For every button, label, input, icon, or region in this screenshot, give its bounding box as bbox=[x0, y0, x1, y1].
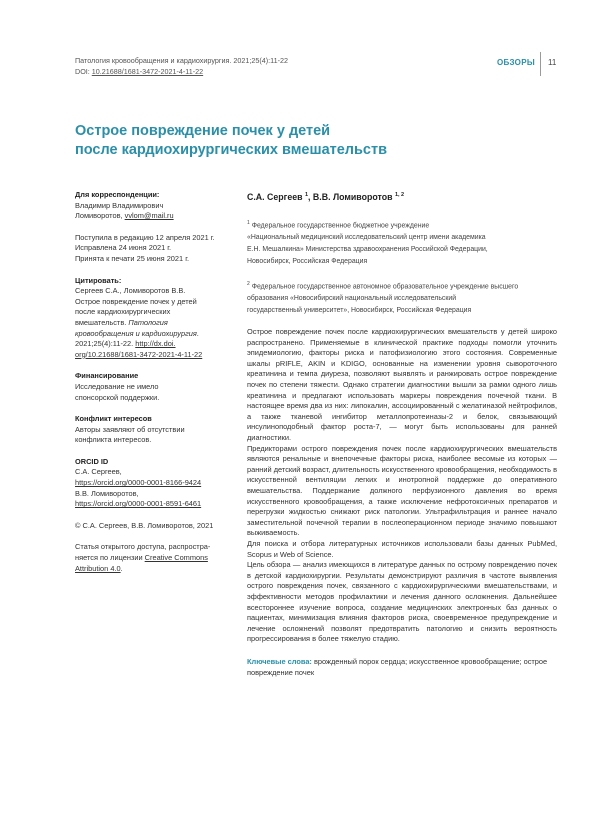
correspondence-block bbox=[75, 190, 235, 222]
doi-link[interactable]: 10.21688/1681-3472-2021-4-11-22 bbox=[91, 67, 204, 76]
keywords bbox=[247, 657, 557, 678]
orcid-link-1[interactable]: https://orcid.org/0000-0001-8166-9424 bbox=[75, 478, 202, 488]
cite-heading: Цитировать: bbox=[75, 275, 122, 285]
cite-journal-italic-1: Патология bbox=[128, 317, 168, 327]
dates-block bbox=[75, 233, 235, 265]
conflict-heading: Конфликт интересов bbox=[75, 414, 152, 424]
date-revised: Исправлена 24 июня 2021 г. bbox=[75, 243, 172, 253]
cite-line-4 bbox=[75, 318, 235, 329]
conflict-block bbox=[75, 414, 235, 446]
doi-label: DOI: bbox=[75, 67, 92, 76]
main-column bbox=[247, 190, 557, 678]
cite-line-2: Острое повреждение почек у детей bbox=[75, 296, 197, 306]
abstract-paragraph-2: Предикторами острого повреждения почек после кардиохирургических вмешательств являются ренальные и внепочечные факторы риска, наиболее весомые из которых — ранний детский возраст, длительность искусственного кровообращения, необходимость в искусственной вентиляции легких и инотропной поддержке до оперативного вмешательства. Поддержание должного перфузионного давления во время искусственного кровообращения, а также исключение нефротоксичных препаратов и перегрузки жидкостью снижают риск патологии. Ультрафильтрация и раннее начало заместительной почечной терапии в послеоперационном периоде значимо повышают выживаемость. bbox=[247, 443, 557, 538]
email-link[interactable]: vvlom@mail.ru bbox=[124, 211, 174, 221]
correspondence-line-1: Владимир Владимирович bbox=[75, 200, 164, 210]
affiliation-1-line-4: Новосибирск, Российская Федерация bbox=[247, 257, 368, 265]
abstract-paragraph-1: Острое повреждение почек после кардиохирургических вмешательств у детей широко распространено. Применяемые в клинической практике подходы помогли уточнить эпидемиологию, факторы риска и патофизиологию этого состояния. Современные шкалы pRIFLE, AKIN и KDIGO, основанные на изменении уровня сывороточного креатинина и темпа диуреза, позволяют выявлять и ранжировать острое повреждение почек по степени тяжести. Однако стратегии диагностики вышли за рамки одного лишь креатинина и предлагают использовать маркеры повреждения почечной ткани. В настоящее время два из них: липокалин, ассоциированный с желатиназой нейтрофилов, а также тканевой ингибитор металлопротеиназы-2 и белок, связывающий инсулиноподобный фактор роста-7, — могут быть использованы для ранней диагностики. bbox=[247, 327, 557, 443]
author-separator: , bbox=[308, 191, 313, 202]
affiliation-1-line-1 bbox=[247, 217, 557, 232]
orcid-author-2: В.В. Ломиворотов, bbox=[75, 488, 139, 498]
cite-url-part-1[interactable]: http://dx.doi. bbox=[135, 339, 176, 349]
correspondence-name: Ломиворотов, bbox=[75, 211, 123, 221]
conflict-line-1: Авторы заявляют об отсутствии bbox=[75, 424, 185, 434]
abstract-paragraph-4: Цель обзора — анализ имеющихся в литературе данных по острому повреждению почек в детской кардиохирургии. Результаты демонстрируют различия в частоте выявления острого повреждения почек, связанного с кардиохирургическими вмешательствами, и эффективности методов профилактики и лечения данного осложнения. Дальнейшее всестороннее изучение вопроса, создание медицинских электронных баз данных о пациентах, минимизация влияния факторов риска, своевременное предупреждение и лечение осложнений позволят предотвратить патологию и снизить вероятность прогрессирования в более тяжелую стадию. bbox=[247, 560, 557, 644]
abstract bbox=[247, 327, 557, 645]
funding-line-2: спонсорской поддержки. bbox=[75, 392, 160, 402]
funding-line-1: Исследование не имело bbox=[75, 381, 159, 391]
license-line-3 bbox=[75, 564, 235, 575]
affiliation-2 bbox=[247, 278, 557, 317]
affiliation-1-sup: 1 bbox=[247, 219, 250, 226]
orcid-block bbox=[75, 457, 235, 510]
article-title bbox=[75, 122, 555, 160]
cite-line-6 bbox=[75, 339, 235, 350]
author-1: С.А. Сергеев bbox=[247, 191, 303, 202]
affiliation-2-sup: 2 bbox=[247, 280, 250, 287]
abstract-paragraph-3: Для поиска и отбора литературных источников использовали базы данных PubMed, Scopus и Web of Science. bbox=[247, 538, 557, 559]
orcid-line-1 bbox=[75, 478, 235, 489]
affiliation-1-line-3: Е.Н. Мешалкина» Министерства здравоохранения Российской Федерации, bbox=[247, 245, 488, 253]
authors-line bbox=[247, 190, 557, 203]
affiliation-2-line-1 bbox=[247, 278, 557, 293]
keywords-text: врожденный порок сердца; искусственное кровообращение; острое повреждение почек bbox=[247, 656, 548, 677]
doi-line bbox=[75, 66, 288, 77]
cite-line-3: после кардиохирургических bbox=[75, 307, 171, 317]
license-link-part-2[interactable]: Attribution 4.0 bbox=[75, 563, 121, 573]
date-accepted: Принята к печати 25 июня 2021 г. bbox=[75, 253, 190, 263]
cite-line-4-plain: вмешательств. bbox=[75, 317, 129, 327]
copyright: © С.А. Сергеев, В.В. Ломиворотов, 2021 bbox=[75, 520, 214, 530]
title-line-1: Острое повреждение почек у детей bbox=[75, 123, 331, 139]
journal-citation: Патология кровообращения и кардиохирургия. 2021;25(4):11-22 bbox=[75, 56, 288, 65]
sidebar bbox=[75, 190, 235, 585]
license-line-1: Статья открытого доступа, распростра- bbox=[75, 542, 211, 552]
title-line-2: после кардиохирургических вмешательств bbox=[75, 142, 388, 158]
cite-line-1: Сергеев С.А., Ломиворотов В.В. bbox=[75, 286, 186, 296]
orcid-line-2 bbox=[75, 499, 235, 510]
correspondence-line-2 bbox=[75, 211, 235, 222]
author-1-affil: 1 bbox=[304, 192, 309, 198]
author-2-affil: 1, 2 bbox=[394, 192, 405, 198]
page-number: 11 bbox=[548, 58, 557, 67]
orcid-heading: ORCID ID bbox=[75, 456, 109, 466]
cite-line-5-end: . bbox=[196, 328, 199, 338]
funding-block bbox=[75, 371, 235, 403]
license-line-2 bbox=[75, 553, 235, 564]
license-block bbox=[75, 542, 235, 574]
running-header bbox=[75, 55, 288, 77]
cite-journal-italic-2: кровообращения и кардиохирургия bbox=[75, 328, 197, 338]
orcid-author-1: С.А. Сергеев, bbox=[75, 467, 122, 477]
license-line-2-plain: няется по лицензии bbox=[75, 553, 145, 563]
cite-line-5 bbox=[75, 329, 235, 340]
license-link-part-1[interactable]: Creative Commons bbox=[144, 553, 208, 563]
date-received: Поступила в редакцию 12 апреля 2021 г. bbox=[75, 232, 215, 242]
keywords-label: Ключевые слова: bbox=[247, 656, 312, 666]
affiliation-2-line-2: образования «Новосибирский национальный исследовательский bbox=[247, 295, 457, 303]
author-2: В.В. Ломиворотов bbox=[312, 191, 393, 202]
cite-volume: 2021;25(4):11-22. bbox=[75, 339, 136, 349]
license-end: . bbox=[120, 563, 123, 573]
conflict-line-2: конфликта интересов. bbox=[75, 435, 152, 445]
correspondence-heading: Для корреспонденции: bbox=[75, 190, 160, 199]
affiliation-2-line-3: государственный университет», Новосибирск, Российская Федерация bbox=[247, 307, 472, 315]
cite-line-7 bbox=[75, 350, 235, 361]
orcid-link-2[interactable]: https://orcid.org/0000-0001-8591-6461 bbox=[75, 499, 202, 509]
affiliation-1 bbox=[247, 217, 557, 268]
copyright-block bbox=[75, 521, 235, 532]
header-divider bbox=[540, 52, 541, 76]
affiliation-1-line-2: «Национальный медицинский исследовательский центр имени академика bbox=[247, 233, 486, 241]
funding-heading: Финансирование bbox=[75, 371, 139, 381]
section-label: ОБЗОРЫ bbox=[497, 58, 535, 67]
cite-url-part-2[interactable]: org/10.21688/1681-3472-2021-4-11-22 bbox=[75, 349, 203, 359]
cite-block bbox=[75, 276, 235, 361]
affiliation-1-text-1: Федеральное государственное бюджетное учреждение bbox=[251, 221, 430, 229]
affiliation-2-text-1: Федеральное государственное автономное образовательное учреждение высшего bbox=[251, 283, 519, 291]
